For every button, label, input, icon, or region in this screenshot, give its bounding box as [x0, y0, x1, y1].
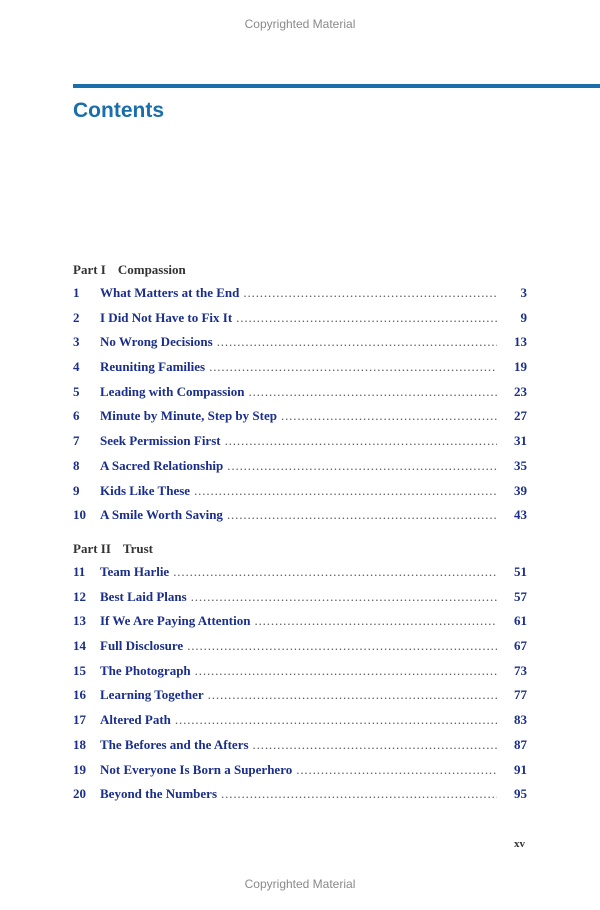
chapter-number: 4 — [73, 359, 80, 375]
toc-list-part-1 — [73, 285, 527, 532]
chapter-number: 16 — [73, 687, 86, 703]
part-name: Compassion — [117, 262, 186, 277]
toc-entry[interactable] — [73, 310, 527, 335]
chapter-title[interactable]: I Did Not Have to Fix It — [100, 309, 233, 325]
part-label: Part I — [73, 262, 106, 277]
toc-entry[interactable] — [73, 483, 527, 508]
chapter-number: 6 — [73, 408, 80, 424]
dot-leader — [253, 737, 497, 753]
toc-entry[interactable] — [73, 613, 527, 638]
dot-leader — [175, 712, 497, 728]
chapter-number: 14 — [73, 638, 86, 654]
chapter-page-number: 9 — [520, 309, 527, 325]
dot-leader — [248, 384, 497, 400]
chapter-page-number: 91 — [514, 761, 527, 777]
chapter-page-number: 43 — [514, 507, 527, 523]
toc-entry[interactable] — [73, 663, 527, 688]
toc-entry[interactable] — [73, 408, 527, 433]
dot-leader — [243, 285, 497, 301]
chapter-page-number: 77 — [514, 687, 527, 703]
chapter-page-number: 13 — [514, 334, 527, 350]
chapter-title[interactable]: No Wrong Decisions — [100, 334, 213, 350]
dot-leader — [217, 334, 497, 350]
chapter-page-number: 3 — [520, 285, 527, 300]
chapter-page-number: 95 — [514, 786, 527, 802]
chapter-page-number: 23 — [514, 383, 527, 399]
chapter-number: 8 — [73, 457, 80, 473]
chapter-title[interactable]: What Matters at the End — [100, 285, 240, 300]
toc-list-part-2 — [73, 564, 527, 811]
chapter-title[interactable]: The Photograph — [100, 662, 191, 678]
part-name: Trust — [122, 541, 154, 556]
chapter-number: 12 — [73, 588, 86, 604]
chapter-number: 5 — [73, 383, 80, 399]
chapter-title[interactable]: Minute by Minute, Step by Step — [100, 408, 277, 424]
chapter-title[interactable]: Kids Like These — [100, 482, 191, 498]
dot-leader — [208, 687, 497, 703]
chapter-title[interactable]: Best Laid Plans — [100, 588, 187, 604]
toc-entry[interactable] — [73, 433, 527, 458]
toc-entry[interactable] — [73, 564, 527, 589]
chapter-title[interactable]: A Sacred Relationship — [100, 457, 224, 473]
chapter-title[interactable]: Altered Path — [100, 712, 171, 728]
chapter-number: 3 — [73, 334, 80, 350]
header-rule — [73, 84, 600, 88]
chapter-number: 7 — [73, 433, 80, 449]
chapter-page-number: 61 — [514, 613, 527, 629]
chapter-number: 15 — [73, 662, 86, 678]
toc-entry[interactable] — [73, 638, 527, 663]
toc-entry[interactable] — [73, 359, 527, 384]
dot-leader — [195, 663, 497, 679]
chapter-number: 11 — [73, 564, 86, 579]
toc-entry[interactable] — [73, 458, 527, 483]
chapter-page-number: 83 — [514, 712, 527, 728]
dot-leader — [194, 483, 497, 499]
copyright-watermark-top: Copyrighted Material — [244, 17, 356, 31]
dot-leader — [173, 564, 497, 580]
chapter-title[interactable]: Leading with Compassion — [100, 383, 245, 399]
part-label: Part II — [73, 541, 111, 556]
chapter-number: 10 — [73, 507, 86, 523]
chapter-title[interactable]: Beyond the Numbers — [100, 786, 218, 802]
chapter-title[interactable]: Team Harlie — [100, 564, 170, 579]
chapter-number: 19 — [73, 761, 86, 777]
toc-entry[interactable] — [73, 507, 527, 532]
page-number: xv — [514, 838, 525, 850]
copyright-watermark-bottom: Copyrighted Material — [244, 877, 356, 891]
chapter-number: 1 — [73, 285, 80, 300]
chapter-page-number: 73 — [514, 662, 527, 678]
dot-leader — [296, 762, 497, 778]
dot-leader — [225, 433, 497, 449]
dot-leader — [221, 786, 497, 802]
dot-leader — [236, 310, 497, 326]
chapter-number: 13 — [73, 613, 86, 629]
chapter-page-number: 57 — [514, 588, 527, 604]
chapter-page-number: 67 — [514, 638, 527, 654]
toc-entry[interactable] — [73, 334, 527, 359]
part-heading-2 — [73, 541, 153, 557]
chapter-number: 18 — [73, 736, 86, 752]
chapter-page-number: 19 — [514, 359, 527, 375]
chapter-title[interactable]: A Smile Worth Saving — [100, 507, 223, 523]
dot-leader — [209, 359, 497, 375]
toc-entry[interactable] — [73, 786, 527, 811]
toc-entry[interactable] — [73, 762, 527, 787]
dot-leader — [191, 589, 497, 605]
chapter-title[interactable]: Full Disclosure — [100, 638, 184, 654]
toc-entry[interactable] — [73, 285, 527, 310]
chapter-title[interactable]: Learning Together — [100, 687, 204, 703]
dot-leader — [254, 613, 497, 629]
chapter-page-number: 31 — [514, 433, 527, 449]
chapter-title[interactable]: If We Are Paying Attention — [100, 613, 251, 629]
dot-leader — [281, 408, 497, 424]
chapter-number: 20 — [73, 786, 86, 802]
dot-leader — [227, 458, 497, 474]
toc-entry[interactable] — [73, 687, 527, 712]
chapter-title[interactable]: Seek Permission First — [100, 433, 221, 449]
chapter-page-number: 51 — [514, 564, 527, 579]
chapter-page-number: 35 — [514, 457, 527, 473]
dot-leader — [227, 507, 497, 523]
chapter-number: 9 — [73, 482, 80, 498]
chapter-title[interactable]: The Befores and the Afters — [100, 736, 249, 752]
chapter-number: 2 — [73, 309, 80, 325]
chapter-title[interactable]: Reuniting Families — [100, 359, 206, 375]
chapter-page-number: 39 — [514, 482, 527, 498]
chapter-page-number: 27 — [514, 408, 527, 424]
toc-entry[interactable] — [73, 384, 527, 409]
toc-entry[interactable] — [73, 737, 527, 762]
toc-entry[interactable] — [73, 712, 527, 737]
chapter-page-number: 87 — [514, 736, 527, 752]
chapter-title[interactable]: Not Everyone Is Born a Superhero — [100, 761, 293, 777]
dot-leader — [187, 638, 497, 654]
part-heading-1 — [73, 262, 186, 278]
page-title: Contents — [73, 99, 164, 122]
chapter-number: 17 — [73, 712, 86, 728]
toc-entry[interactable] — [73, 589, 527, 614]
